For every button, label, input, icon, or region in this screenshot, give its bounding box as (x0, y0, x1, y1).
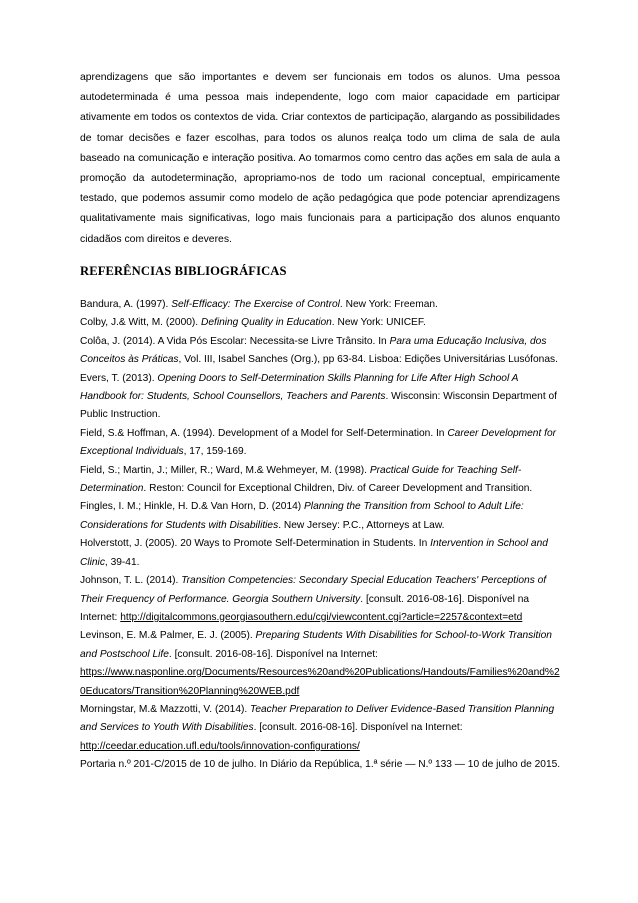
reference-item: Morningstar, M.& Mazzotti, V. (2014). Teacher Preparation to Deliver Evidence-Based Transition Planning and Services to Youth With Disabilities. [consult. 2016-08-16]. Disponível na Internet: http://ceedar.education.ufl.edu/tools/innovation-configurations/ (80, 701, 562, 756)
reference-item: Fingles, I. M.; Hinkle, H. D.& Van Horn, D. (2014) Planning the Transition from School to Adult Life: Considerations for Students with Disabilities. New Jersey: P.C., Attorneys at Law. (80, 501, 524, 531)
reference-item: Colby, J.& Witt, M. (2000). Defining Quality in Education. New York: UNICEF. (80, 317, 426, 329)
reference-link[interactable]: http://digitalcommons.georgiasouthern.edu/cgi/viewcontent.cgi?article=2257&context=etd (120, 611, 523, 623)
reference-item: Levinson, E. M.& Palmer, E. J. (2005). Preparing Students With Disabilities for School-to-Work Transition and Postschool Life. [consult. 2016-08-16]. Disponível na Internet: https://www.nasponline.org/Documents/Resources%20and%20Publications/Handouts/Families%20and%20Educators/Transition%20Planning%20WEB.pdf (80, 627, 562, 701)
intro-paragraph: aprendizagens que são importantes e devem ser funcionais em todos os alunos. Uma pessoa autodeterminada é uma pessoa mais independente, logo com maior capacidade em participar ativamente em todos os contextos de vida. Criar contextos de participação, alargando as possibilidades de tomar decisões e fazer escolhas, para todos os alunos realça todo um clima de sala de aula baseado na comunicação e interação positiva. Ao tomarmos como centro das ações em sala de aula a promoção da autodeterminação, apropriamo-nos de todo um racional conceptual, empiricamente testado, que podemos assumir como modelo de ação pedagógica que pode potenciar aprendizagens qualitativamente mais significativas, logo mais funcionais para a participação dos alunos enquanto cidadãos com direitos e deveres. (80, 72, 560, 245)
references-heading: REFERÊNCIAS BIBLIOGRÁFICAS (80, 264, 287, 278)
references-list (80, 296, 562, 775)
reference-item: Field, S.& Hoffman, A. (1994). Development of a Model for Self-Determination. In Career Development for Exceptional Individuals, 17, 159-169. (80, 427, 557, 458)
reference-item: Evers, T. (2013). Opening Doors to Self-Determination Skills Planning for Life After High School A Handbook for: Students, School Counsellors, Teachers and Parents. Wisconsin: Wisconsin Department of Public Instruction. (80, 372, 557, 421)
reference-item: Holverstott, J. (2005). 20 Ways to Promote Self-Determination in Students. In Intervention in School and Clinic, 39-41. (80, 538, 548, 568)
reference-link[interactable]: http://ceedar.education.ufl.edu/tools/innovation-configurations/ (80, 740, 360, 752)
reference-item: Bandura, A. (1997). Self-Efficacy: The Exercise of Control. New York: Freeman. (80, 299, 438, 310)
reference-link[interactable]: https://www.nasponline.org/Documents/Resources%20and%20Publications/Handouts/Families%20and%20Educators/Transition%20Planning%20WEB.pdf (80, 667, 560, 697)
reference-item: Johnson, T. L. (2014). Transition Competencies: Secondary Special Education Teachers' Perceptions of Their Frequency of Performance. Georgia Southern University. [consult. 2016-08-16]. Disponível na Internet: http://digitalcommons.georgiasouthern.edu/cgi/viewcontent.cgi?article=2257&context=etd (80, 575, 547, 623)
reference-item: Colôa, J. (2014). A Vida Pós Escolar: Necessita-se Livre Trânsito. In Para uma Educação Inclusiva, dos Conceitos às Práticas, Vol. III, Isabel Sanches (Org.), pp 63-84. Lisboa: Edições Universitárias Lusófonas. (80, 335, 558, 366)
reference-item: Field, S.; Martin, J.; Miller, R.; Ward, M.& Wehmeyer, M. (1998). Practical Guide for Teaching Self-Determination. Reston: Council for Exceptional Children, Div. of Career Development and Transition. (80, 464, 533, 495)
reference-item: Portaria n.º 201-C/2015 de 10 de julho. In Diário da República, 1.ª série — N.º 133 — 10 de julho de 2015. (80, 759, 561, 771)
